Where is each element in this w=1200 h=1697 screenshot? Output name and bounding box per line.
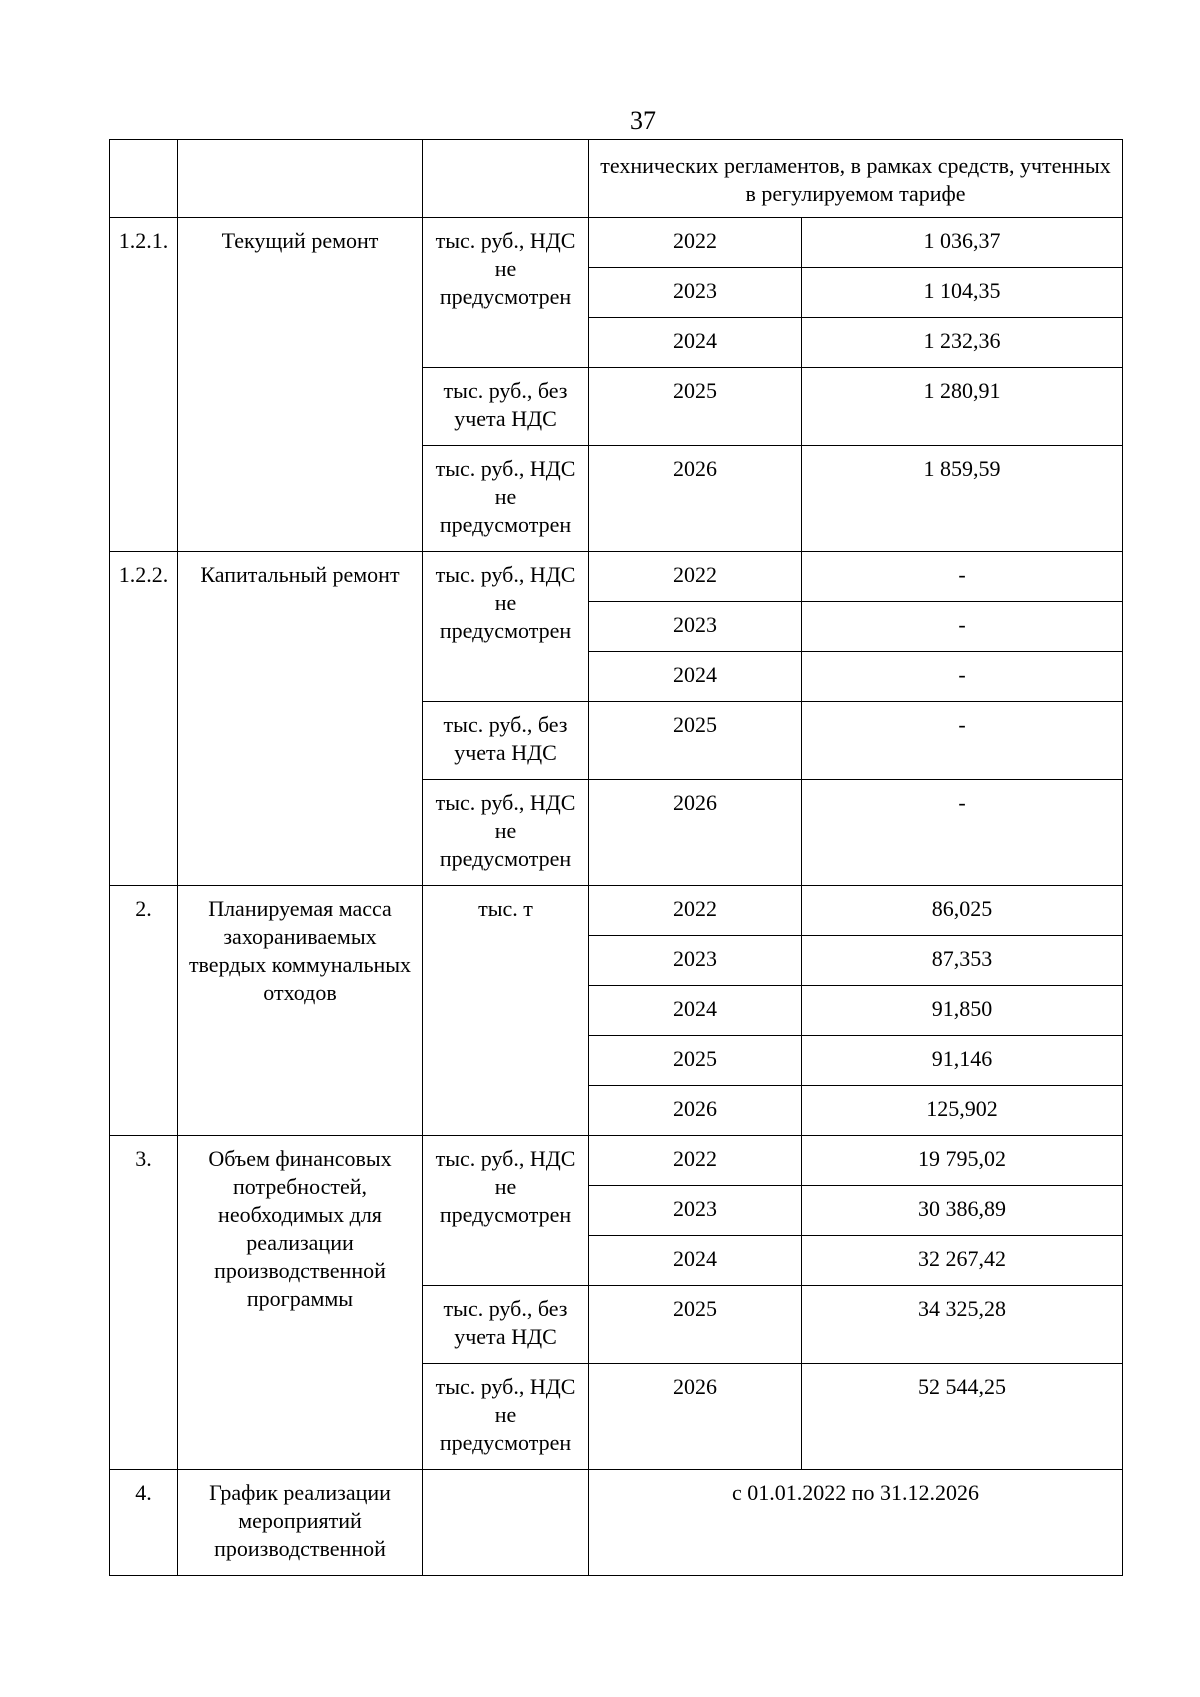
page-number: 37 — [630, 106, 656, 135]
year-cell: 2025 — [589, 702, 802, 780]
unit-cell: тыс. руб., НДС не предусмотрен — [423, 218, 589, 368]
value-cell: 87,353 — [802, 936, 1123, 986]
year-cell: 2023 — [589, 268, 802, 318]
unit-cell: тыс. руб., НДС не предусмотрен — [423, 552, 589, 702]
year-cell: 2023 — [589, 1186, 802, 1236]
year-cell: 2024 — [589, 652, 802, 702]
year-cell: 2026 — [589, 1086, 802, 1136]
unit-cell: тыс. т — [423, 886, 589, 1136]
table-row — [110, 1470, 1123, 1576]
year-cell: 2023 — [589, 602, 802, 652]
year-cell: 2022 — [589, 552, 802, 602]
unit-cell: тыс. руб., НДС не предусмотрен — [423, 1364, 589, 1470]
row-name: Капитальный ремонт — [178, 552, 423, 886]
year-cell: 2026 — [589, 446, 802, 552]
value-cell: 32 267,42 — [802, 1236, 1123, 1286]
period-cell: с 01.01.2022 по 31.12.2026 — [589, 1470, 1123, 1576]
year-cell: 2024 — [589, 986, 802, 1036]
value-cell: 1 036,37 — [802, 218, 1123, 268]
value-cell: 52 544,25 — [802, 1364, 1123, 1470]
value-cell: 86,025 — [802, 886, 1123, 936]
year-cell: 2022 — [589, 1136, 802, 1186]
unit-cell: тыс. руб., без учета НДС — [423, 368, 589, 446]
value-cell: 30 386,89 — [802, 1186, 1123, 1236]
row-name: Планируемая масса захораниваемых твердых коммунальных отходов — [178, 886, 423, 1136]
year-cell: 2024 — [589, 318, 802, 368]
value-cell: 91,146 — [802, 1036, 1123, 1086]
table-row — [110, 552, 1123, 602]
year-cell: 2025 — [589, 1286, 802, 1364]
year-cell: 2022 — [589, 218, 802, 268]
name-cell — [178, 140, 423, 218]
year-cell: 2022 — [589, 886, 802, 936]
row-name: Текущий ремонт — [178, 218, 423, 552]
table-row — [110, 140, 1123, 218]
year-cell: 2024 — [589, 1236, 802, 1286]
table-row — [110, 886, 1123, 936]
value-cell: 91,850 — [802, 986, 1123, 1036]
table-row — [110, 1136, 1123, 1186]
production-program-table — [109, 139, 1123, 1576]
row-name: Объем финансовых потребностей, необходимых для реализации производственной программы — [178, 1136, 423, 1470]
row-number: 3. — [110, 1136, 178, 1470]
year-cell: 2026 — [589, 780, 802, 886]
unit-cell: тыс. руб., без учета НДС — [423, 702, 589, 780]
unit-cell — [423, 1470, 589, 1576]
unit-cell: тыс. руб., без учета НДС — [423, 1286, 589, 1364]
year-cell: 2025 — [589, 1036, 802, 1086]
num-cell — [110, 140, 178, 218]
value-cell: - — [802, 552, 1123, 602]
row-number: 2. — [110, 886, 178, 1136]
value-cell: 1 232,36 — [802, 318, 1123, 368]
value-cell: - — [802, 602, 1123, 652]
value-cell: 1 104,35 — [802, 268, 1123, 318]
value-cell: - — [802, 702, 1123, 780]
unit-cell — [423, 140, 589, 218]
row-number: 1.2.1. — [110, 218, 178, 552]
year-cell: 2023 — [589, 936, 802, 986]
row-number: 4. — [110, 1470, 178, 1576]
value-cell: 19 795,02 — [802, 1136, 1123, 1186]
continuation-text: технических регламентов, в рамках средств, учтенных в регулируемом тарифе — [589, 140, 1123, 218]
unit-cell: тыс. руб., НДС не предусмотрен — [423, 780, 589, 886]
row-name: График реализации мероприятий производственной — [178, 1470, 423, 1576]
value-cell: 1 859,59 — [802, 446, 1123, 552]
value-cell: 34 325,28 — [802, 1286, 1123, 1364]
year-cell: 2025 — [589, 368, 802, 446]
value-cell: - — [802, 652, 1123, 702]
unit-cell: тыс. руб., НДС не предусмотрен — [423, 1136, 589, 1286]
value-cell: 125,902 — [802, 1086, 1123, 1136]
value-cell: - — [802, 780, 1123, 886]
value-cell: 1 280,91 — [802, 368, 1123, 446]
row-number: 1.2.2. — [110, 552, 178, 886]
unit-cell: тыс. руб., НДС не предусмотрен — [423, 446, 589, 552]
year-cell: 2026 — [589, 1364, 802, 1470]
table-row — [110, 218, 1123, 268]
